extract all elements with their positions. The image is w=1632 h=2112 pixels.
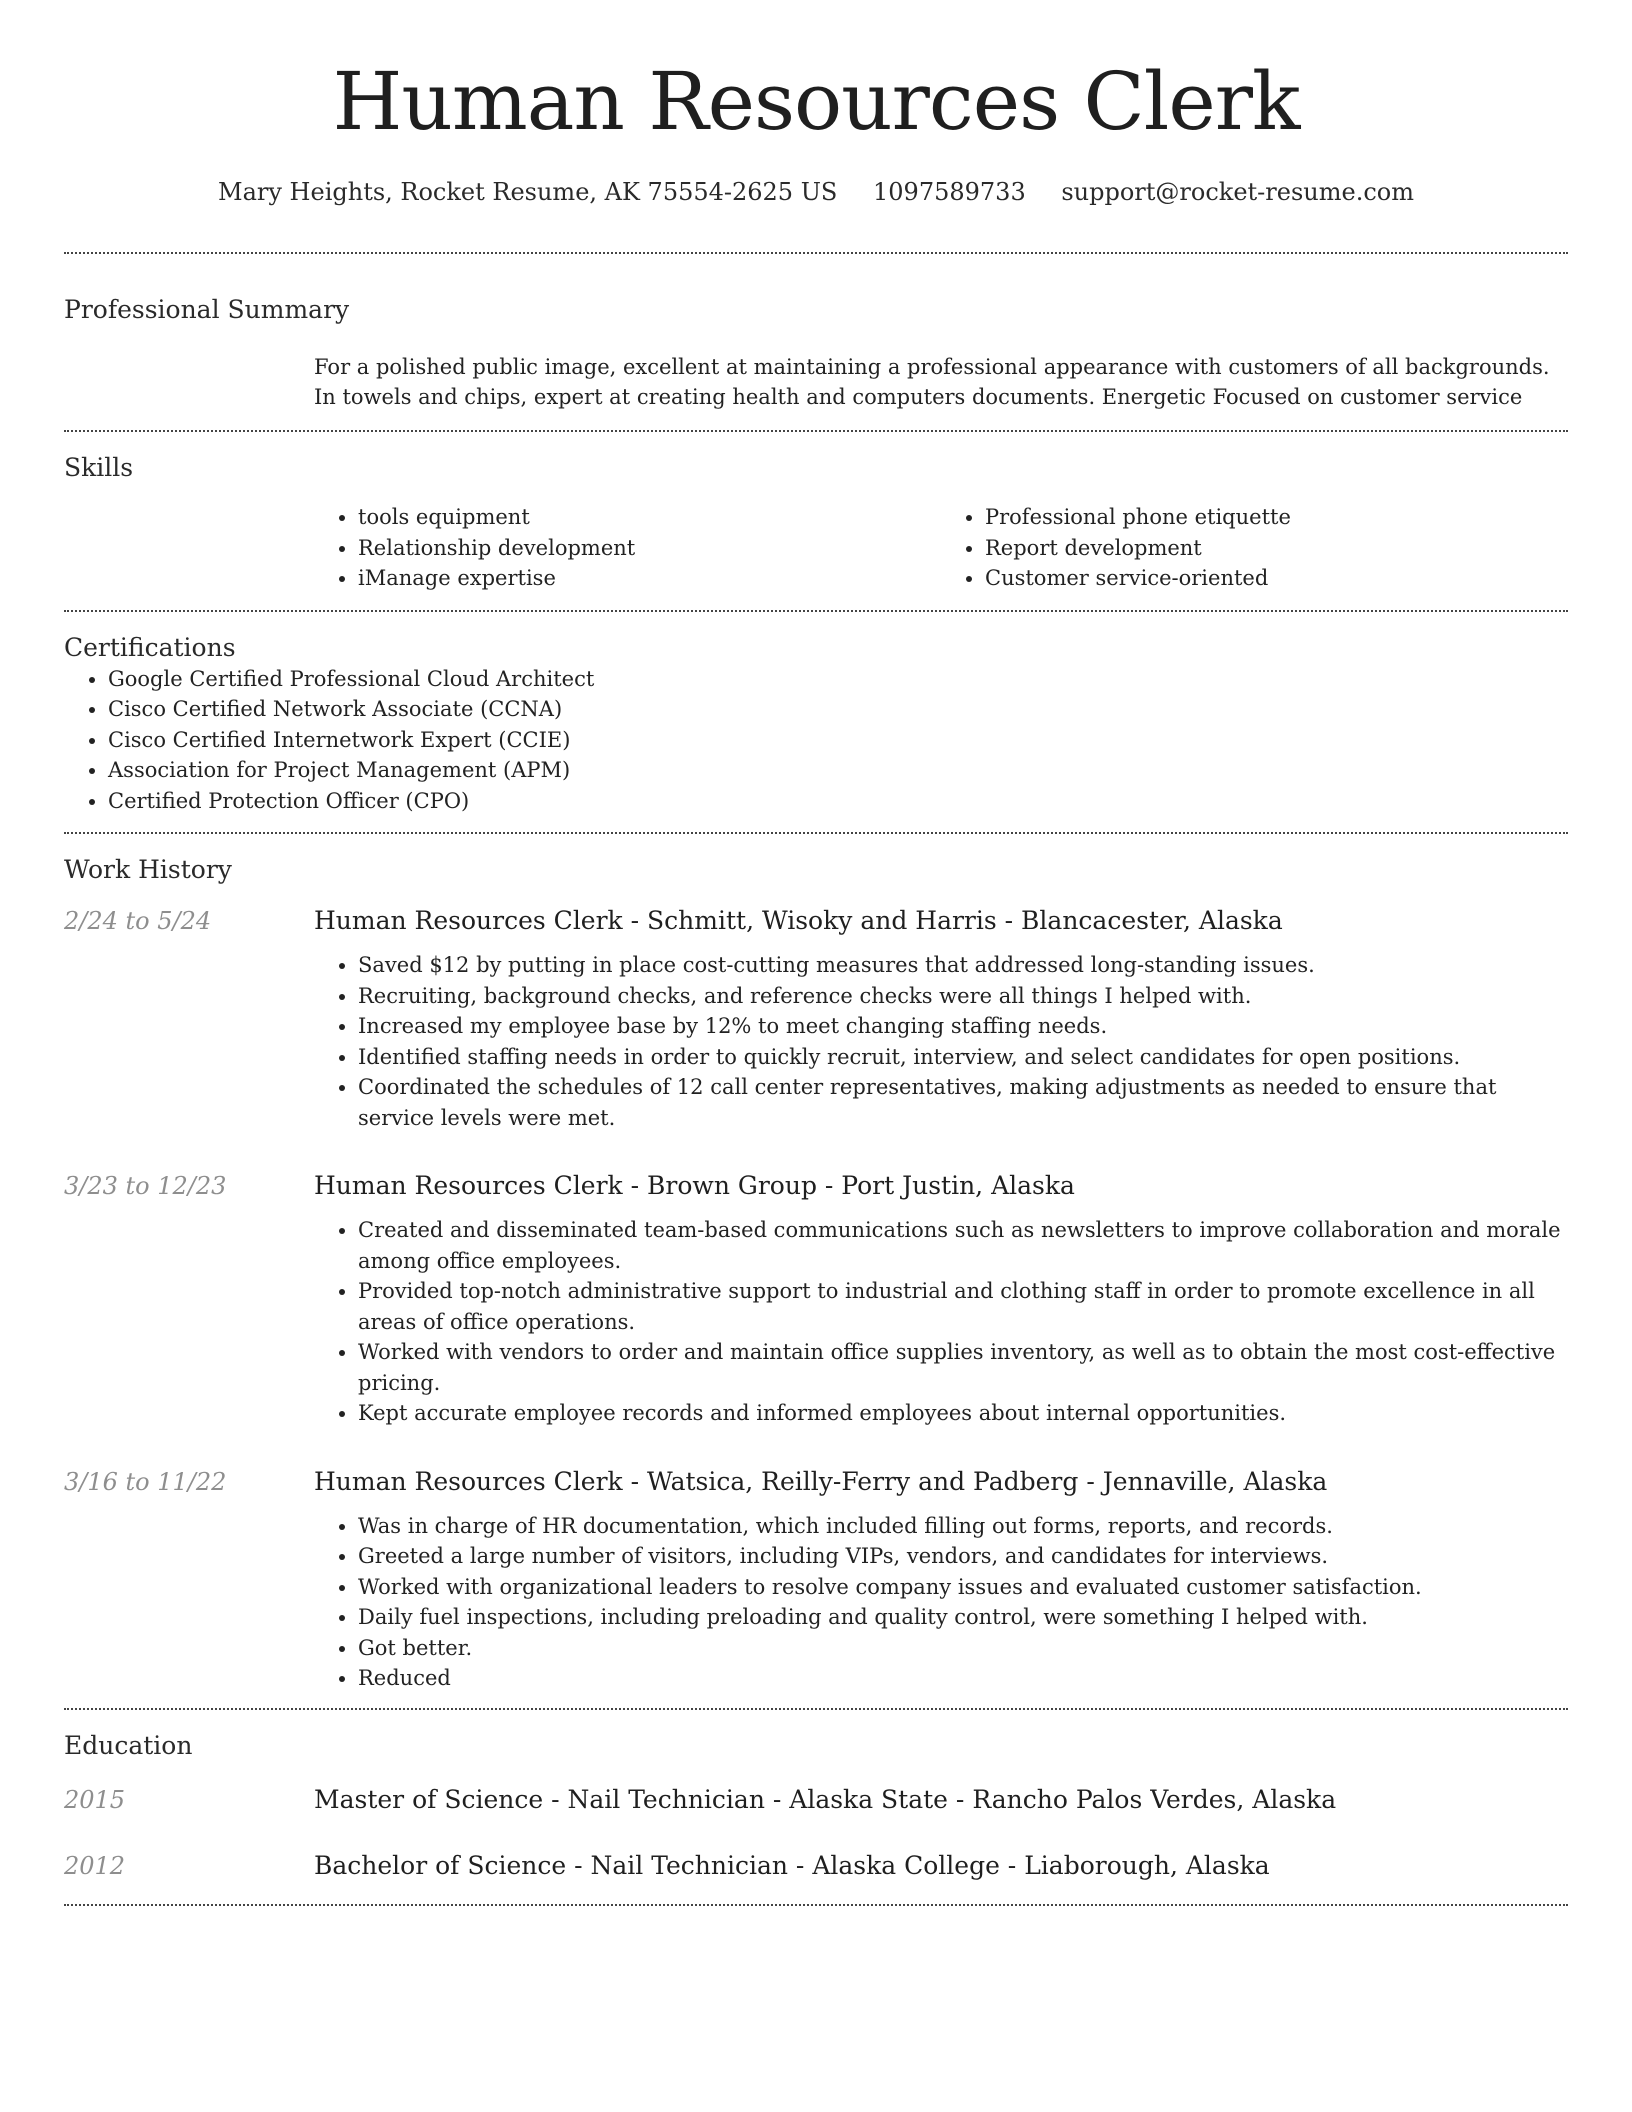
work-history-section bbox=[64, 834, 1568, 1708]
skills-section bbox=[64, 432, 1568, 610]
list-item: • Coordinated the schedules of 12 call center representatives, making adjustments as needed to ensure that service levels were met. bbox=[358, 1072, 1568, 1133]
list-item: • Worked with organizational leaders to resolve company issues and evaluated customer satisfaction. bbox=[358, 1572, 1568, 1603]
job-heading: Human Resources Clerk - Schmitt, Wisoky and Harris - Blancacester, Alaska bbox=[314, 906, 1283, 935]
summary-text: For a polished public image, excellent at maintaining a professional appearance with customers of all backgrounds. In towels and chips, expert at creating health and computers documents. Energetic Focused on customer service bbox=[314, 355, 1550, 409]
certifications-list bbox=[64, 664, 1568, 817]
list-item: • Recruiting, background checks, and reference checks were all things I helped with. bbox=[358, 981, 1568, 1012]
section-divider bbox=[64, 1904, 1568, 1906]
skills-list-left bbox=[314, 502, 941, 594]
contact-phone: 1097589733 bbox=[873, 178, 1026, 206]
skills-grid bbox=[314, 502, 1568, 594]
job-date: 2/24 to 5/24 bbox=[64, 907, 212, 935]
summary-heading: Professional Summary bbox=[64, 295, 350, 324]
job-date: 3/16 to 11/22 bbox=[64, 1467, 227, 1496]
education-date: 2015 bbox=[64, 1785, 126, 1814]
certifications-section bbox=[64, 612, 1568, 833]
list-item: • Professional phone etiquette bbox=[985, 502, 1568, 533]
job-bullets bbox=[314, 950, 1568, 1133]
list-item: • Worked with vendors to order and maintain office supplies inventory, as well as to obtain the most cost-effective pricing. bbox=[358, 1337, 1568, 1398]
job-heading: Human Resources Clerk - Watsica, Reilly-Ferry and Padberg - Jennaville, Alaska bbox=[314, 1466, 1328, 1496]
list-item: • Cisco Certified Network Associate (CCNA) bbox=[108, 694, 1568, 725]
education-entry bbox=[64, 1848, 1568, 1884]
contact-address: Mary Heights, Rocket Resume, AK 75554-2625 US bbox=[218, 178, 838, 206]
job-bullets bbox=[314, 1511, 1568, 1694]
list-item: • Cisco Certified Internetwork Expert (CCIE) bbox=[108, 725, 1568, 756]
job-body bbox=[314, 904, 1568, 1133]
list-item: • Report development bbox=[985, 533, 1568, 564]
job-entry bbox=[64, 1169, 1568, 1429]
list-item: • Greeted a large number of visitors, including VIPs, vendors, and candidates for interviews. bbox=[358, 1541, 1568, 1572]
list-item: • Certified Protection Officer (CPO) bbox=[108, 786, 1568, 817]
list-item: • Provided top-notch administrative support to industrial and clothing staff in order to promote excellence in all areas of office operations. bbox=[358, 1276, 1568, 1337]
list-item: • Daily fuel inspections, including preloading and quality control, were something I helped with. bbox=[358, 1602, 1568, 1633]
list-item: • Relationship development bbox=[358, 533, 941, 564]
list-item: • iManage expertise bbox=[358, 563, 941, 594]
education-section bbox=[64, 1710, 1568, 1904]
skills-list-right bbox=[941, 502, 1568, 594]
list-item: • Created and disseminated team-based communications such as newsletters to improve collaboration and morale among office employees. bbox=[358, 1215, 1568, 1276]
list-item: • tools equipment bbox=[358, 502, 941, 533]
list-item: • Was in charge of HR documentation, which included filling out forms, reports, and records. bbox=[358, 1511, 1568, 1542]
summary-section bbox=[64, 254, 1568, 430]
list-item: • Saved $12 by putting in place cost-cutting measures that addressed long-standing issues. bbox=[358, 950, 1568, 981]
certifications-heading: Certifications bbox=[64, 632, 236, 662]
education-entry bbox=[64, 1782, 1568, 1818]
resume-title: Human Resources Clerk bbox=[332, 55, 1300, 148]
contact-email: support@rocket-resume.com bbox=[1061, 178, 1414, 206]
education-heading: Education bbox=[64, 1730, 193, 1760]
job-body bbox=[314, 1169, 1568, 1429]
job-entry bbox=[64, 904, 1568, 1133]
job-date: 3/23 to 12/23 bbox=[64, 1172, 227, 1200]
job-entry bbox=[64, 1465, 1568, 1694]
work-history-heading: Work History bbox=[64, 855, 232, 884]
list-item: • Kept accurate employee records and informed employees about internal opportunities. bbox=[358, 1398, 1568, 1429]
list-item: • Got better. bbox=[358, 1633, 1568, 1664]
list-item: • Association for Project Management (APM) bbox=[108, 755, 1568, 786]
education-heading-text: Bachelor of Science - Nail Technician - Alaska College - Liaborough, Alaska bbox=[314, 1850, 1270, 1880]
education-date: 2012 bbox=[64, 1851, 126, 1880]
job-body bbox=[314, 1465, 1568, 1694]
list-item: • Reduced bbox=[358, 1663, 1568, 1694]
list-item: • Customer service-oriented bbox=[985, 563, 1568, 594]
education-heading-text: Master of Science - Nail Technician - Alaska State - Rancho Palos Verdes, Alaska bbox=[314, 1784, 1337, 1814]
list-item: • Google Certified Professional Cloud Architect bbox=[108, 664, 1568, 695]
contact-line bbox=[64, 176, 1568, 208]
skills-heading: Skills bbox=[64, 453, 134, 482]
job-heading: Human Resources Clerk - Brown Group - Port Justin, Alaska bbox=[314, 1171, 1075, 1200]
list-item: • Identified staffing needs in order to quickly recruit, interview, and select candidates for open positions. bbox=[358, 1042, 1568, 1073]
list-item: • Increased my employee base by 12% to meet changing staffing needs. bbox=[358, 1011, 1568, 1042]
job-bullets bbox=[314, 1215, 1568, 1429]
